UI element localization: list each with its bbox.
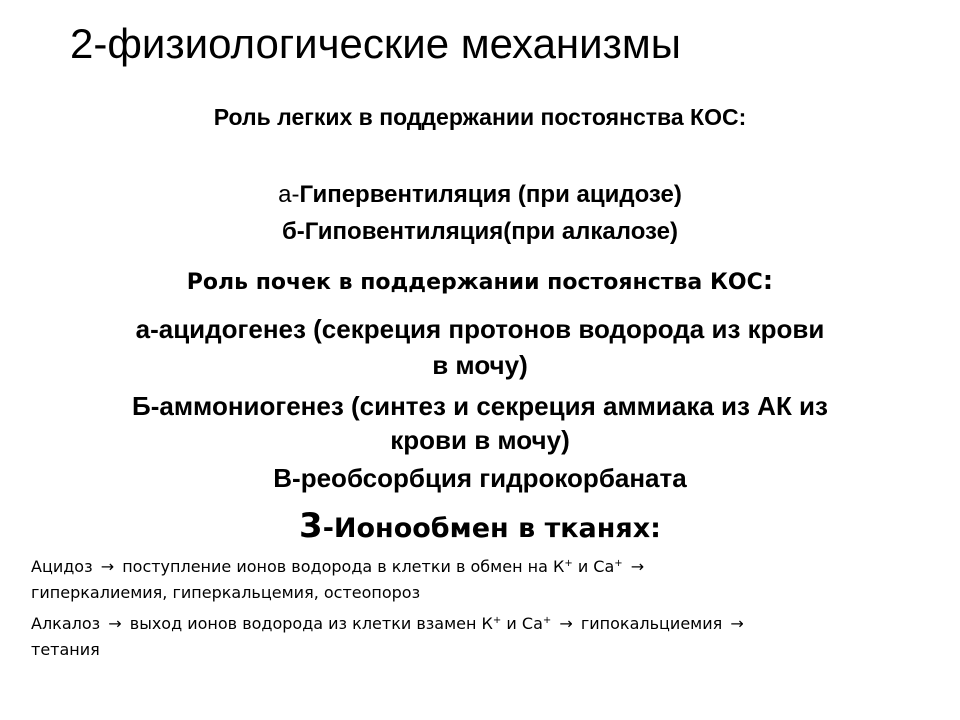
acidosis-label: Ацидоз xyxy=(31,557,93,576)
superscript-plus: + xyxy=(492,615,502,626)
acidosis-note-line-2: гиперкалиемия, гиперкальцемия, остеопороз xyxy=(31,583,421,602)
kidneys-line-2: в мочу) xyxy=(432,350,528,380)
arrow-right-icon: → xyxy=(100,557,115,576)
kidneys-heading-text: Роль почек в поддержании постоянства КОС xyxy=(186,270,763,295)
kidneys-line-1: а-ацидогенез (секреция протонов водорода из крови xyxy=(135,314,825,344)
arrow-right-icon: → xyxy=(108,614,122,633)
ion-exchange-heading xyxy=(0,506,960,549)
lungs-item-a xyxy=(0,181,960,209)
lungs-item-a-text: Гипервентиляция (при ацидозе) xyxy=(299,181,682,208)
ion-exchange-heading-text: -Ионообмен в тканях: xyxy=(322,513,661,544)
acidosis-note xyxy=(31,551,647,580)
alkalosis-note-line-2: тетания xyxy=(31,640,100,659)
page-title: 2-физиологические механизмы xyxy=(70,20,681,67)
alkalosis-result: гипокальциемия xyxy=(580,614,723,633)
lungs-heading: Роль легких в поддержании постоянства КОС: xyxy=(213,104,747,130)
lungs-item-a-prefix: а- xyxy=(278,181,300,208)
kidneys-line-3: Б-аммониогенез (синтез и секреция аммиака из АК из xyxy=(132,391,828,421)
alkalosis-note xyxy=(31,608,747,637)
kidneys-line-4: крови в мочу) xyxy=(390,425,570,455)
superscript-plus: + xyxy=(564,558,573,569)
superscript-plus: + xyxy=(614,558,623,569)
kidneys-line-5: В-реобсорбция гидрокорбаната xyxy=(273,463,687,493)
superscript-plus: + xyxy=(542,615,552,626)
arrow-right-icon: → xyxy=(730,614,744,633)
lungs-item-b: б-Гиповентиляция(при алкалозе) xyxy=(281,218,679,245)
alkalosis-label: Алкалоз xyxy=(31,614,101,633)
alkalosis-text: выход ионов водорода из клетки взамен К xyxy=(129,614,493,633)
alkalosis-text-ca: и Са xyxy=(506,614,543,633)
arrow-right-icon: → xyxy=(630,557,645,576)
acidosis-text-ca: и Са xyxy=(577,557,615,576)
kidneys-heading xyxy=(0,266,960,296)
ion-exchange-number: 3 xyxy=(299,506,323,546)
acidosis-text: поступление ионов водорода в клетки в обмен на К xyxy=(122,557,565,576)
arrow-right-icon: → xyxy=(559,614,573,633)
kidneys-heading-colon: : xyxy=(762,266,774,296)
